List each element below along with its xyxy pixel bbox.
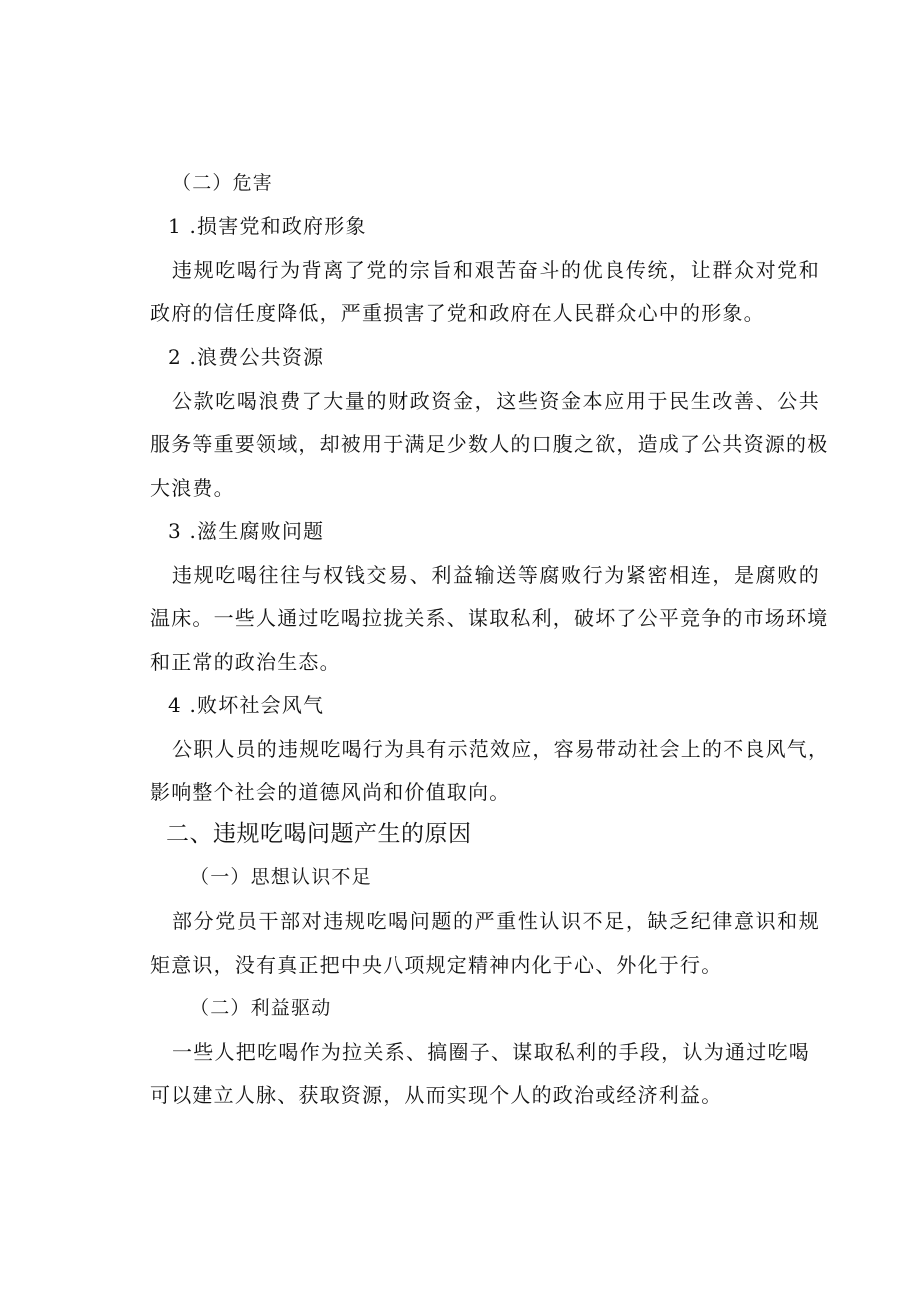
- cause-1-line-1: 部分党员干部对违规吃喝问题的严重性认识不足，缺乏纪律意识和规: [172, 909, 820, 933]
- harm-item-4-line-1: 公职人员的违规吃喝行为具有示范效应，容易带动社会上的不良风气，: [172, 737, 830, 761]
- cause-2-heading: （二）利益驱动: [190, 997, 332, 1019]
- cause-2-line-1: 一些人把吃喝作为拉关系、搞圈子、谋取私利的手段，认为通过吃喝: [172, 1040, 810, 1064]
- section-two-heading: 二、违规吃喝问题产生的原因: [166, 821, 472, 847]
- cause-1-heading: （一）思想认识不足: [190, 866, 372, 888]
- harm-item-3-line-3: 和正常的政治生态。: [150, 650, 341, 674]
- cause-1-line-2: 矩意识，没有真正把中央八项规定精神内化于心、外化于行。: [150, 953, 723, 977]
- harm-item-1-title: 1 .损害党和政府形象: [168, 214, 367, 238]
- cause-2-line-2: 可以建立人脉、获取资源，从而实现个人的政治或经济利益。: [150, 1083, 723, 1107]
- harm-item-2-line-1: 公款吃喝浪费了大量的财政资金，这些资金本应用于民生改善、公共: [172, 389, 820, 413]
- harm-item-2-line-2: 服务等重要领域，却被用于满足少数人的口腹之欲，造成了公共资源的极: [150, 432, 829, 456]
- harm-item-2-line-3: 大浪费。: [150, 476, 235, 500]
- harm-subheading: （二）危害: [172, 172, 274, 194]
- harm-item-3-title: 3 .滋生腐败问题: [168, 519, 325, 543]
- harm-item-1-line-2: 政府的信任度降低，严重损害了党和政府在人民群众心中的形象。: [150, 301, 765, 325]
- harm-item-1-line-1: 违规吃喝行为背离了党的宗旨和艰苦奋斗的优良传统，让群众对党和: [172, 258, 820, 282]
- harm-item-3-line-1: 违规吃喝往往与权钱交易、利益输送等腐败行为紧密相连，是腐败的: [172, 563, 820, 587]
- harm-item-3-line-2: 温床。一些人通过吃喝拉拢关系、谋取私利，破坏了公平竞争的市场环境: [150, 606, 829, 630]
- harm-item-4-title: 4 .败坏社会风气: [168, 693, 325, 717]
- harm-item-2-title: 2 .浪费公共资源: [168, 345, 325, 369]
- harm-item-4-line-2: 影响整个社会的道德风尚和价值取向。: [150, 780, 511, 804]
